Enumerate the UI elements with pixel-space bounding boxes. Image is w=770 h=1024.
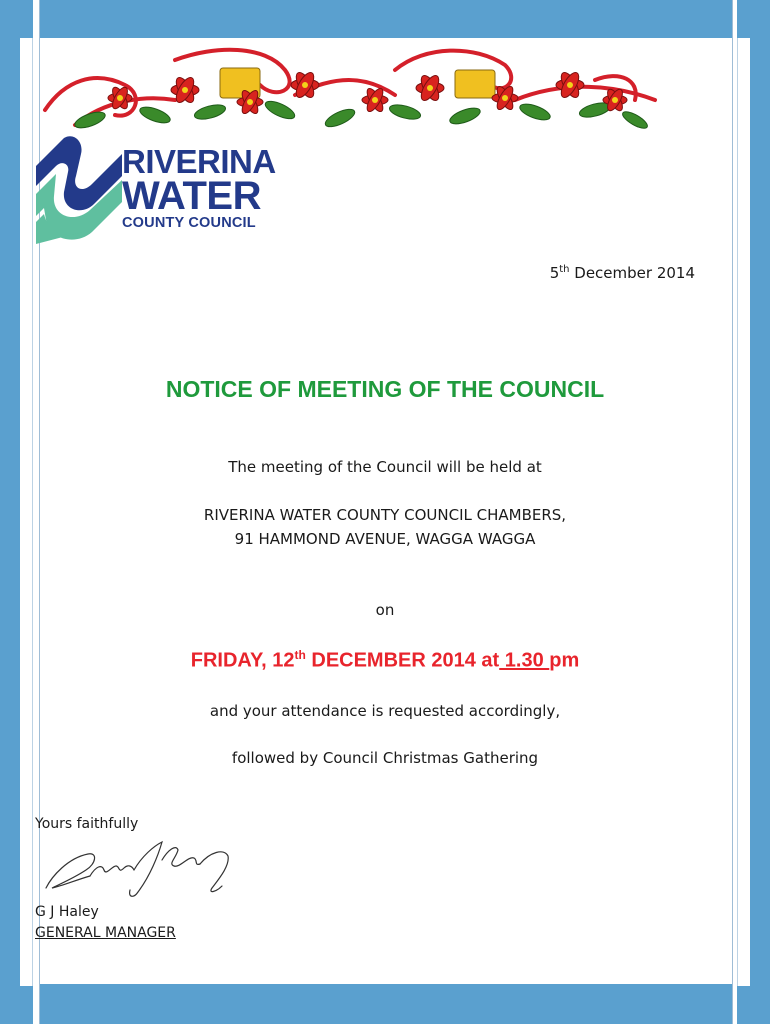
meeting-ampm: pm bbox=[549, 649, 580, 672]
date-suffix: th bbox=[559, 264, 570, 275]
handwritten-signature bbox=[38, 836, 238, 900]
page-bottom-band bbox=[40, 984, 732, 1024]
logo-line-water: WATER bbox=[122, 174, 261, 218]
meeting-suffix: th bbox=[294, 648, 306, 662]
logo-wordmark bbox=[122, 143, 276, 232]
attendance-line: and your attendance is requested accordingly, bbox=[209, 702, 561, 720]
water-wave-logo-icon bbox=[36, 136, 126, 244]
riverina-water-logo bbox=[36, 136, 306, 246]
date-day: 5 bbox=[549, 264, 560, 282]
venue-line-1: RIVERINA WATER COUNTY COUNCIL CHAMBERS, bbox=[203, 506, 567, 524]
logo-line-county-council: COUNTY COUNCIL bbox=[122, 215, 256, 231]
notice-heading: NOTICE OF MEETING OF THE COUNCIL bbox=[165, 376, 605, 402]
christmas-garland bbox=[35, 40, 660, 140]
signer-title: GENERAL MANAGER bbox=[35, 925, 176, 941]
gathering-line: followed by Council Christmas Gathering bbox=[231, 749, 539, 767]
letter-date bbox=[550, 264, 695, 282]
on-line: on bbox=[375, 601, 395, 619]
date-rest: December 2014 bbox=[569, 264, 695, 282]
venue-line-2: 91 HAMMOND AVENUE, WAGGA WAGGA bbox=[234, 530, 536, 548]
page-top-band bbox=[40, 0, 732, 38]
meeting-day: FRIDAY, 12 bbox=[190, 649, 295, 672]
meeting-rest: DECEMBER 2014 at bbox=[305, 649, 500, 672]
logo-line-riverina: RIVERINA bbox=[122, 143, 276, 180]
meeting-date-time bbox=[0, 648, 770, 673]
intro-line: The meeting of the Council will be held at bbox=[228, 458, 542, 476]
signer-name: G J Haley bbox=[35, 904, 99, 920]
closing-salutation: Yours faithfully bbox=[35, 816, 139, 832]
meeting-time: 1.30 bbox=[499, 649, 550, 672]
